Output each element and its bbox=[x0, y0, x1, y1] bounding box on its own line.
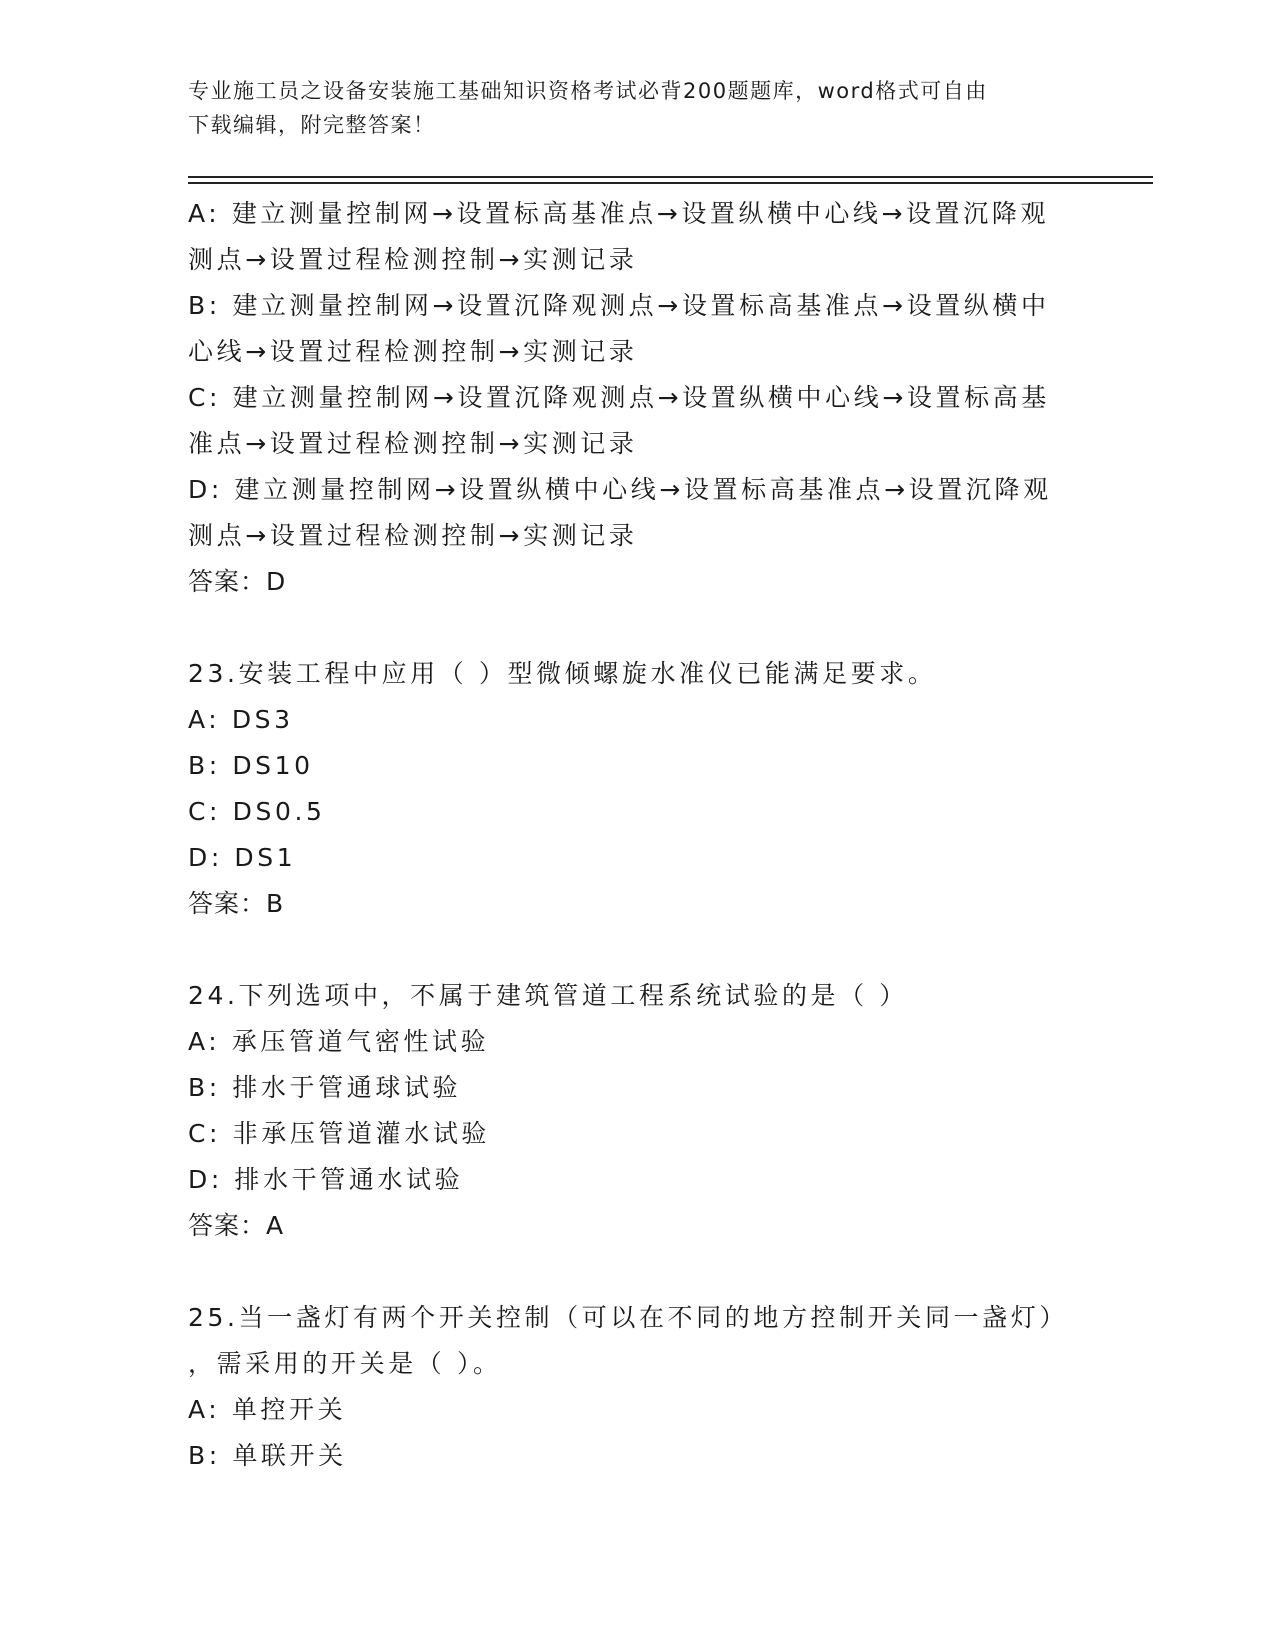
q24-option-c: C: 非承压管道灌水试验 bbox=[188, 1119, 491, 1148]
q23-answer: 答案：B bbox=[188, 889, 285, 918]
header-divider-top bbox=[188, 176, 1153, 178]
spacer bbox=[188, 1249, 1148, 1295]
q24-option-d: D: 排水干管通水试验 bbox=[188, 1165, 464, 1194]
q24-answer: 答案：A bbox=[188, 1211, 285, 1240]
document-header bbox=[188, 74, 1068, 142]
q24-stem: 24.下列选项中，不属于建筑管道工程系统试验的是（ ） bbox=[188, 981, 908, 1010]
q25-option-b: B: 单联开关 bbox=[188, 1441, 347, 1470]
header-line-2: 下载编辑，附完整答案！ bbox=[188, 113, 436, 137]
q23-option-c: C: DS0.5 bbox=[188, 797, 326, 826]
q22-option-a-line-2: 测点→设置过程检测控制→实测记录 bbox=[188, 245, 638, 274]
header-line-1: 专业施工员之设备安装施工基础知识资格考试必背200题题库，word格式可自由 bbox=[188, 79, 988, 103]
q24-option-b: B: 排水于管通球试验 bbox=[188, 1073, 462, 1102]
header-divider-bottom bbox=[188, 182, 1153, 184]
q22-option-c-line-2: 准点→设置过程检测控制→实测记录 bbox=[188, 429, 638, 458]
q22-option-b-line-1: B: 建立测量控制网→设置沉降观测点→设置标高基准点→设置纵横中 bbox=[188, 291, 1050, 320]
q24-option-a: A: 承压管道气密性试验 bbox=[188, 1027, 490, 1056]
q22-option-d-line-1: D: 建立测量控制网→设置纵横中心线→设置标高基准点→设置沉降观 bbox=[188, 475, 1052, 504]
q22-option-c-line-1: C: 建立测量控制网→设置沉降观测点→设置纵横中心线→设置标高基 bbox=[188, 383, 1050, 412]
q22-option-b-line-2: 心线→设置过程检测控制→实测记录 bbox=[188, 337, 638, 366]
q25-option-a: A: 单控开关 bbox=[188, 1395, 347, 1424]
spacer bbox=[188, 927, 1148, 973]
question-list bbox=[188, 191, 1148, 1479]
q22-option-d-line-2: 测点→设置过程检测控制→实测记录 bbox=[188, 521, 638, 550]
q23-option-a: A: DS3 bbox=[188, 705, 294, 734]
q25-stem-line-2: ，需采用的开关是（ ）。 bbox=[188, 1349, 502, 1378]
q23-option-b: B: DS10 bbox=[188, 751, 314, 780]
q23-stem: 23.安装工程中应用（ ）型微倾螺旋水准仪已能满足要求。 bbox=[188, 659, 937, 688]
question-25 bbox=[188, 1295, 1148, 1479]
q25-stem-line-1: 25.当一盏灯有两个开关控制（可以在不同的地方控制开关同一盏灯） bbox=[188, 1303, 1068, 1332]
q23-option-d: D: DS1 bbox=[188, 843, 297, 872]
question-22 bbox=[188, 191, 1148, 605]
q22-option-a-line-1: A: 建立测量控制网→设置标高基准点→设置纵横中心线→设置沉降观 bbox=[188, 199, 1050, 228]
question-23 bbox=[188, 651, 1148, 927]
q22-answer: 答案：D bbox=[188, 567, 287, 596]
question-24 bbox=[188, 973, 1148, 1249]
spacer bbox=[188, 605, 1148, 651]
